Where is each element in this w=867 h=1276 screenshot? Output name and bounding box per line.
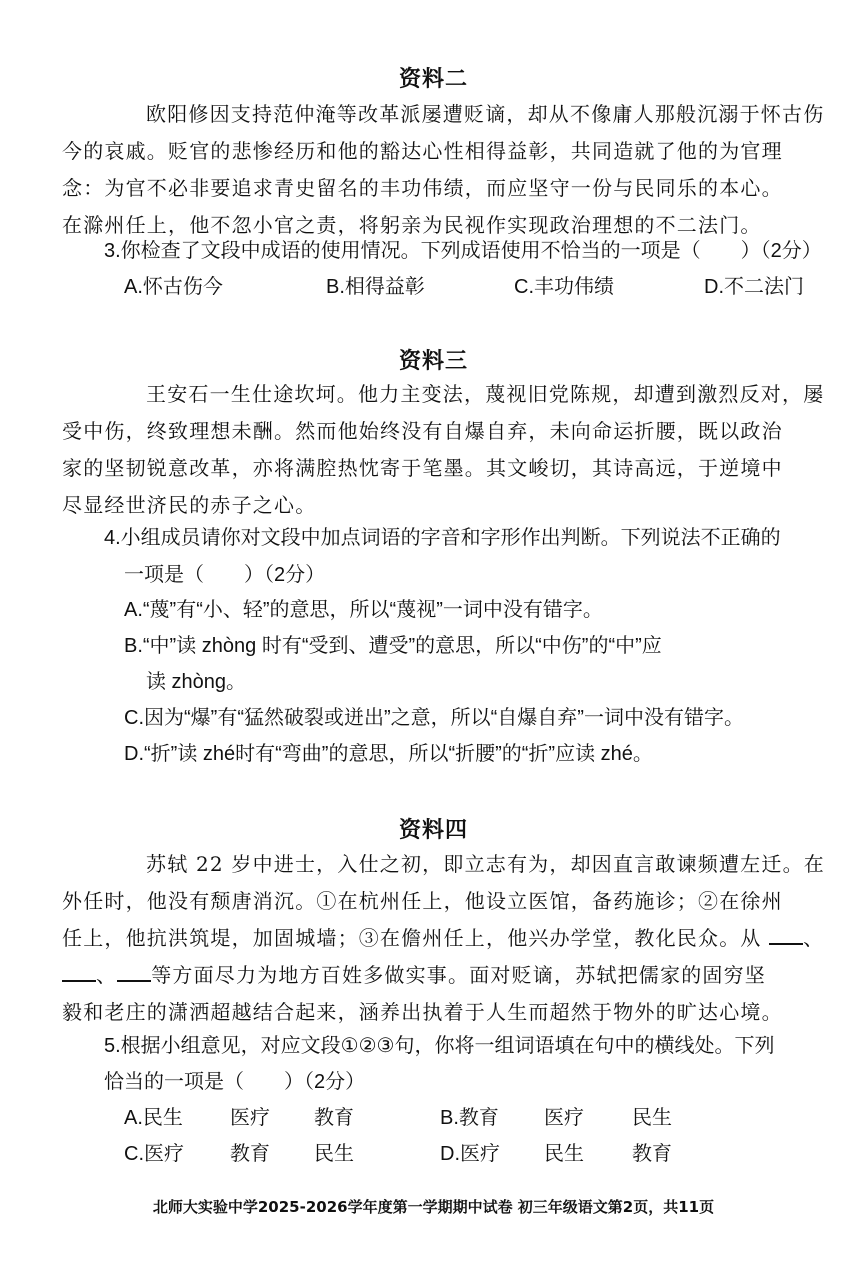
passage-2-line-3: 念：为官不必非要追求青史留名的丰功伟绩，而应坚守一份与民同乐的本心。 [62, 176, 783, 200]
passage-2 [62, 96, 826, 244]
passage-4-line-4 [62, 957, 826, 994]
question-5-option-c-2: 教育 [230, 1143, 270, 1165]
question-4-option-b-cont: 读 zhòng。 [146, 671, 247, 693]
section-title-4: 资料四 [398, 817, 468, 843]
question-3-stem: 3.你检查了文段中成语的使用情况。下列成语使用不恰当的一项是（ ）（2分） [104, 240, 822, 262]
question-5-option-d-2: 民生 [544, 1143, 584, 1165]
question-5-option-b-2: 医疗 [544, 1107, 584, 1129]
question-4-option-b: B.“中”读 zhòng 时有“受到、遭受”的意思，所以“中伤”的“中”应 [124, 635, 662, 657]
passage-4-line-3 [62, 920, 826, 957]
passage-3-line-2: 受中伤，终致理想未酬。然而他始终没有自爆自弃，未向命运折腰，既以政治 [62, 419, 783, 443]
passage-3 [62, 376, 826, 524]
question-5-option-a-1: A.民生 [124, 1107, 183, 1129]
question-5-option-c-1: C.医疗 [124, 1143, 184, 1165]
question-5-option-a-3: 教育 [314, 1107, 354, 1129]
question-5-option-b-1: B.教育 [440, 1107, 499, 1129]
passage-4 [62, 846, 826, 1031]
question-5-stem: 5.根据小组意见，对应文段①②③句，你将一组词语填在句中的横线处。下列 [104, 1035, 775, 1057]
passage-4-line-4-text: 等方面尽力为地方百姓多做实事。面对贬谪，苏轼把儒家的固穷坚 [151, 963, 767, 987]
section-title-3: 资料三 [398, 348, 468, 374]
section-title-2: 资料二 [398, 66, 468, 92]
passage-4-line-2: 外任时，他没有颓唐消沉。①在杭州任上，他设立医馆，备药施诊；②在徐州 [62, 889, 783, 913]
question-3-option-a: A.怀古伤今 [124, 276, 223, 298]
question-5-stem-cont: 恰当的一项是（ ）（2分） [104, 1071, 366, 1093]
question-3-option-d: D.不二法门 [704, 276, 804, 298]
question-4-stem: 4.小组成员请你对文段中加点词语的字音和字形作出判断。下列说法不正确的 [104, 527, 781, 549]
question-3-option-c: C.丰功伟绩 [514, 276, 614, 298]
question-4-stem-cont: 一项是（ ）（2分） [124, 564, 326, 586]
question-5-option-a-2: 医疗 [230, 1107, 270, 1129]
passage-2-line-1: 欧阳修因支持范仲淹等改革派屡遭贬谪，却从不像庸人那般沉溺于怀古伤 [146, 102, 825, 126]
question-5-option-b-3: 民生 [632, 1107, 672, 1129]
passage-3-line-4: 尽显经世济民的赤子之心。 [62, 493, 317, 517]
passage-4-line-3-text: 任上，他抗洪筑堤，加固城墙；③在儋州任上，他兴办学堂，教化民众。从 [62, 926, 762, 950]
question-4-option-c: C.因为“爆”有“猛然破裂或迸出”之意，所以“自爆自弃”一词中没有错字。 [124, 707, 744, 729]
question-4-option-d: D.“折”读 zhé时有“弯曲”的意思，所以“折腰”的“折”应读 zhé。 [124, 743, 653, 765]
page-footer: 北师大实验中学2025-2026学年度第一学期期中试卷 初三年级语文第2页，共11页 [152, 1198, 715, 1216]
question-3-option-b: B.相得益彰 [326, 276, 425, 298]
passage-3-line-1: 王安石一生仕途坎坷。他力主变法，蔑视旧党陈规，却遭到激烈反对，屡 [146, 382, 825, 406]
passage-4-line-5: 毅和老庄的潇洒超越结合起来，涵养出执着于人生而超然于物外的旷达心境。 [62, 1000, 783, 1024]
answer-blank-1 [769, 925, 803, 945]
question-5-option-d-1: D.医疗 [440, 1143, 500, 1165]
answer-blank-3 [117, 962, 151, 982]
question-5-option-c-3: 民生 [314, 1143, 354, 1165]
blank-separator-1: 、 [803, 926, 825, 950]
passage-4-line-1: 苏轼 22 岁中进士，入仕之初，即立志有为，却因直言敢谏频遭左迁。在 [146, 852, 825, 876]
passage-2-line-2: 今的哀戚。贬官的悲惨经历和他的豁达心性相得益彰，共同造就了他的为官理 [62, 139, 783, 163]
question-5-option-d-3: 教育 [632, 1143, 672, 1165]
blank-separator-2: 、 [96, 963, 118, 987]
passage-3-line-3: 家的坚韧锐意改革，亦将满腔热忱寄于笔墨。其文峻切，其诗高远，于逆境中 [62, 456, 783, 480]
question-4-option-a: A.“蔑”有“小、轻”的意思，所以“蔑视”一词中没有错字。 [124, 599, 603, 621]
answer-blank-2 [62, 962, 96, 982]
passage-2-line-4: 在滁州任上，他不忽小官之责，将躬亲为民视作实现政治理想的不二法门。 [62, 213, 762, 237]
